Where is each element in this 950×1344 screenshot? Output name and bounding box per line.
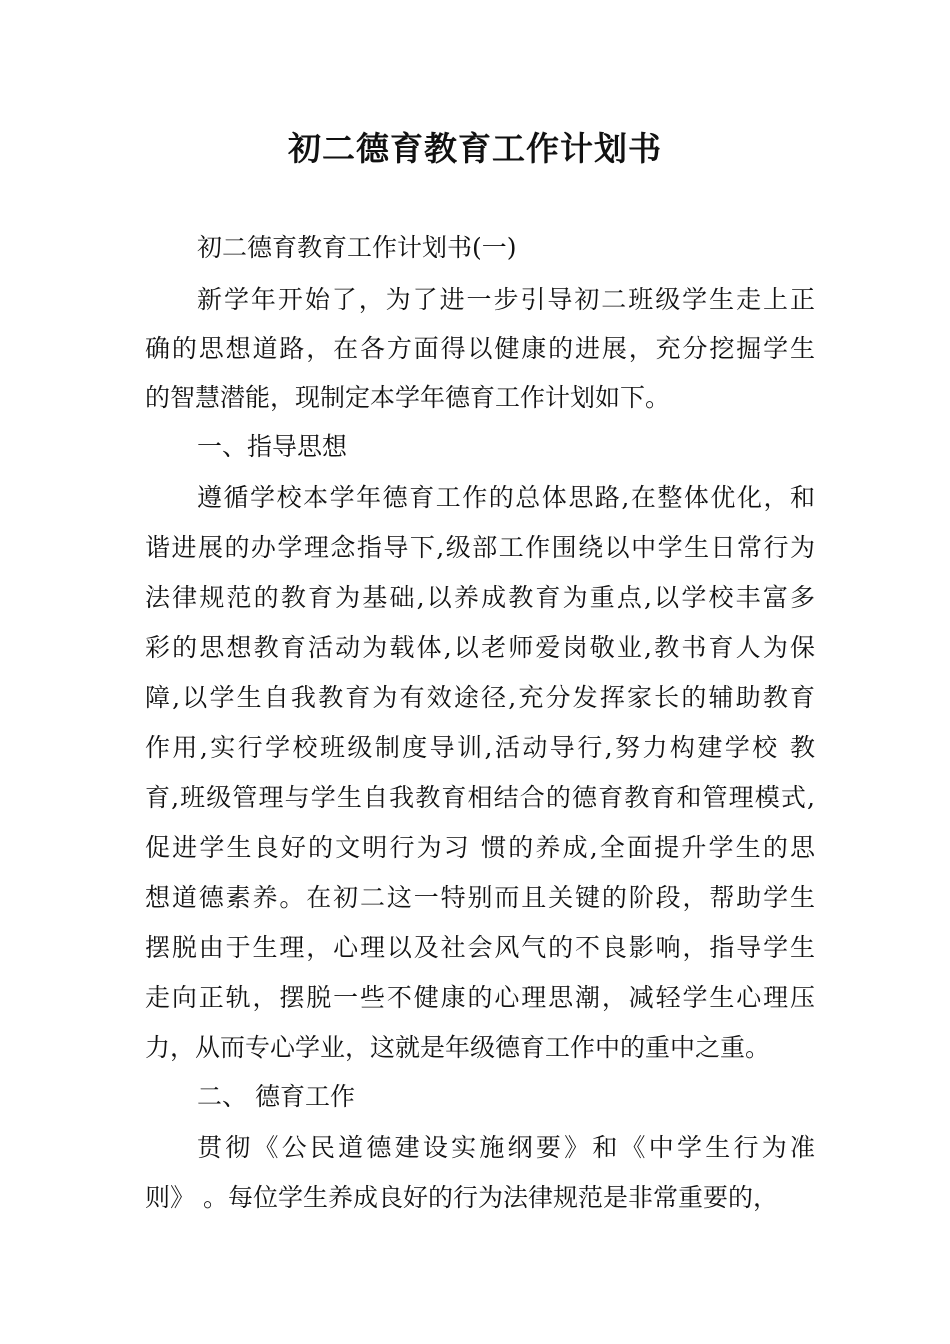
paragraph-line: 法律规范的教育为基础,以养成教育为重点,以学校丰富多: [145, 583, 815, 612]
section-heading: 二、 德育工作: [197, 1082, 355, 1111]
paragraph-line: 走向正轨，摆脱一些不健康的心理思潮，减轻学生心理压: [145, 983, 815, 1012]
paragraph-line: 则》 。每位学生养成良好的行为法律规范是非常重要的，: [145, 1183, 778, 1212]
paragraph-line: 障,以学生自我教育为有效途径,充分发挥家长的辅助教育: [145, 683, 815, 712]
paragraph-line: 新学年开始了，为了进一步引导初二班级学生走上正: [197, 285, 815, 314]
paragraph-line: 彩的思想教育活动为载体,以老师爱岗敬业,教书育人为保: [145, 633, 815, 662]
paragraph-line: 的智慧潜能，现制定本学年德育工作计划如下。: [145, 383, 671, 412]
paragraph-line: 谐进展的办学理念指导下,级部工作围绕以中学生日常行为: [145, 533, 815, 562]
paragraph-line: 贯彻《公民道德建设实施纲要》和《中学生行为准: [197, 1133, 815, 1162]
paragraph-line: 遵循学校本学年德育工作的总体思路,在整体优化，和: [197, 483, 815, 512]
paragraph-line: 促进学生良好的文明行为习 惯的养成,全面提升学生的思: [145, 833, 815, 862]
paragraph-line: 确的思想道路，在各方面得以健康的进展，充分挖掘学生: [145, 334, 815, 363]
paragraph-line: 力，从而专心学业，这就是年级德育工作中的重中之重。: [145, 1033, 771, 1062]
document-title: 初二德育教育工作计划书: [288, 129, 662, 168]
paragraph-line: 想道德素养。在初二这一特别而且关键的阶段，帮助学生: [145, 883, 815, 912]
paragraph-line: 作用,实行学校班级制度导训,活动导行,努力构建学校 教: [145, 733, 815, 762]
section-heading: 一、指导思想: [197, 432, 348, 461]
paragraph-line: 摆脱由于生理，心理以及社会风气的不良影响，指导学生: [145, 933, 815, 962]
paragraph-line: 育,班级管理与学生自我教育相结合的德育教育和管理模式,: [145, 783, 815, 812]
subtitle-line: 初二德育教育工作计划书(一): [197, 233, 517, 262]
